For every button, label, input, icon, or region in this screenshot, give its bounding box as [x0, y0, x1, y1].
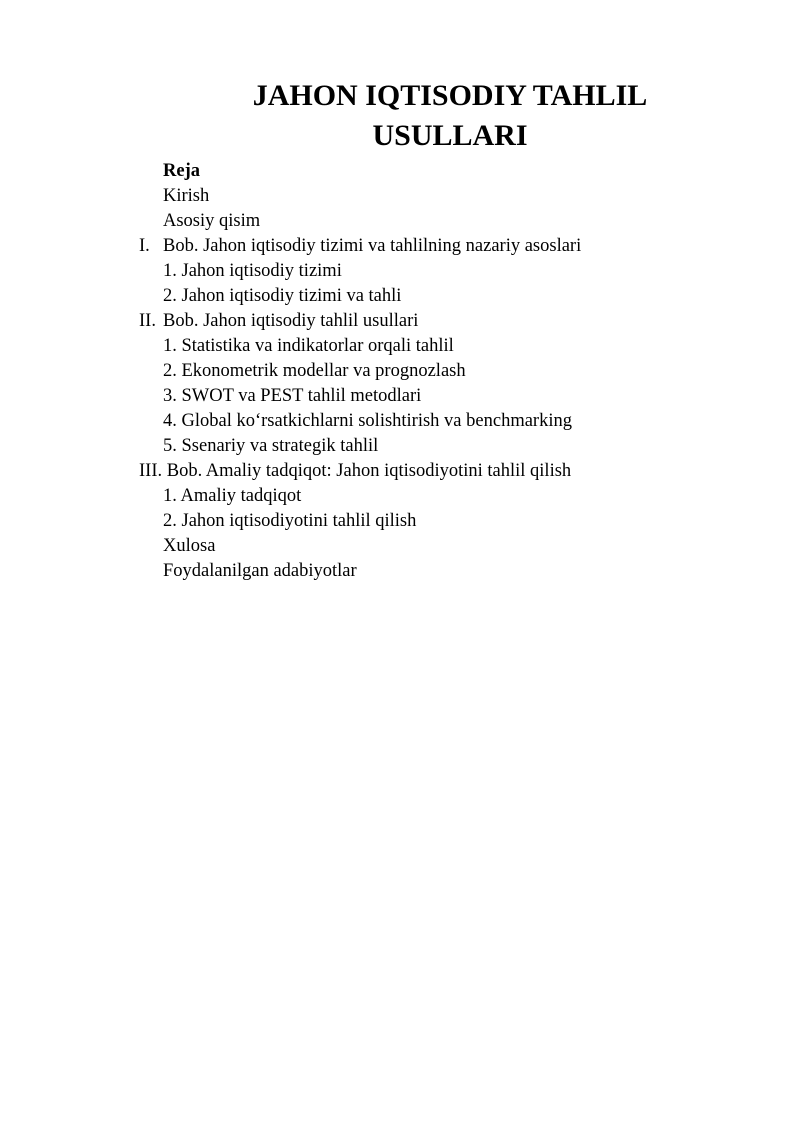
chapter-3-title: III. Bob. Amaliy tadqiqot: Jahon iqtisodiyotini tahlil qilish [139, 461, 572, 481]
chapter-1-item: 2. Jahon iqtisodiy tizimi va tahli [163, 286, 402, 306]
chapter-2-number: II. [139, 311, 156, 331]
chapter-2-item: 1. Statistika va indikatorlar orqali tahlil [163, 336, 454, 356]
document-title-line-1: JAHON IQTISODIY TAHLIL [252, 79, 648, 112]
chapter-2-item: 3. SWOT va PEST tahlil metodlari [163, 386, 422, 406]
plan-conclusion: Xulosa [163, 536, 216, 556]
chapter-2-item: 5. Ssenariy va strategik tahlil [163, 436, 379, 456]
plan-intro: Kirish [163, 186, 210, 206]
chapter-2-title: Bob. Jahon iqtisodiy tahlil usullari [163, 311, 419, 331]
chapter-2-item: 4. Global ko‘rsatkichlarni solishtirish va benchmarking [163, 411, 572, 431]
plan-heading: Reja [163, 161, 200, 181]
chapter-2-item: 2. Ekonometrik modellar va prognozlash [163, 361, 466, 381]
chapter-1-title: Bob. Jahon iqtisodiy tizimi va tahlilning nazariy asoslari [163, 236, 582, 256]
chapter-1-number: I. [139, 236, 150, 256]
chapter-1-item: 1. Jahon iqtisodiy tizimi [163, 261, 342, 281]
chapter-3-item: 2. Jahon iqtisodiyotini tahlil qilish [163, 511, 417, 531]
plan-references: Foydalanilgan adabiyotlar [163, 561, 357, 581]
chapter-3-item: 1. Amaliy tadqiqot [163, 486, 302, 506]
plan-main-part: Asosiy qisim [163, 211, 261, 231]
document-title-line-2: USULLARI [372, 119, 528, 152]
